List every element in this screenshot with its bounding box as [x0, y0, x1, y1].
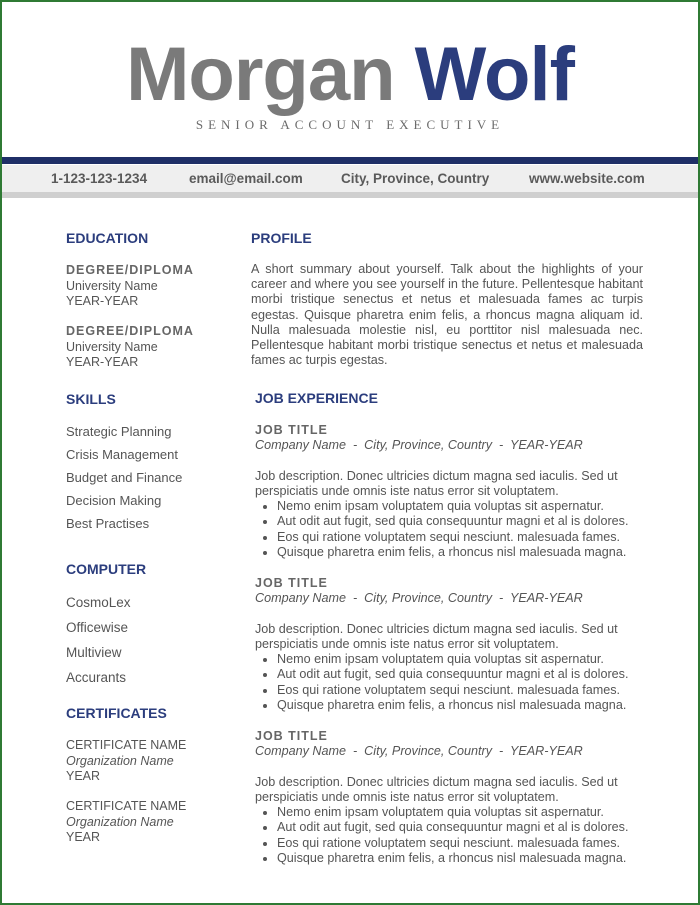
job-bullet: • Aut odit aut fugit, sed quia consequuntur magni et al is dolores.: [277, 667, 655, 682]
certificate-org: Organization Name: [66, 753, 174, 768]
certificate-year: YEAR: [66, 830, 101, 844]
job-entry: [255, 576, 655, 713]
school: University Name: [66, 339, 158, 354]
certificate-entry: [66, 799, 186, 846]
job-bullet: • Nemo enim ipsam voluptatem quia voluptas sit aspernatur.: [277, 805, 655, 820]
profile-heading: PROFILE: [251, 230, 312, 246]
candidate-name: [2, 30, 698, 120]
skill-item: Crisis Management: [66, 447, 178, 462]
resume-page: [2, 2, 698, 903]
header-divider-grey: [2, 192, 698, 198]
education-heading: EDUCATION: [66, 230, 149, 246]
degree: DEGREE/DIPLOMA: [66, 324, 194, 338]
education-entry: [66, 324, 194, 371]
computer-heading: COMPUTER: [66, 561, 147, 577]
skill-item: Best Practises: [66, 516, 150, 531]
job-bullet: • Aut odit aut fugit, sed quia consequuntur magni et al is dolores.: [277, 820, 655, 835]
job-bullet: • Aut odit aut fugit, sed quia consequuntur magni et al is dolores.: [277, 514, 655, 529]
job-description: Job description. Donec ultricies dictum magna sed iaculis. Sed ut perspiciatis unde omnis iste natus error sit voluptatem.: [255, 621, 618, 651]
experience-heading: JOB EXPERIENCE: [255, 390, 378, 406]
computer-item: CosmoLex: [66, 595, 131, 610]
certificate-entry: [66, 738, 186, 785]
school: University Name: [66, 278, 158, 293]
skill-item: Decision Making: [66, 493, 162, 508]
skill-item: Strategic Planning: [66, 424, 172, 439]
contact-phone: 1-123-123-1234: [51, 171, 148, 186]
certificate-name: CERTIFICATE NAME: [66, 799, 187, 813]
years: YEAR-YEAR: [66, 294, 139, 308]
job-bullet: • Nemo enim ipsam voluptatem quia voluptas sit aspernatur.: [277, 499, 655, 514]
job-bullets: [255, 499, 655, 560]
contact-bar: [2, 165, 698, 192]
certificate-org: Organization Name: [66, 814, 174, 829]
job-bullet: • Eos qui ratione voluptatem sequi nesciunt. malesuada fames.: [277, 530, 655, 545]
certificate-year: YEAR: [66, 769, 101, 783]
job-bullet: • Nemo enim ipsam voluptatem quia voluptas sit aspernatur.: [277, 652, 655, 667]
job-bullet: • Quisque pharetra enim felis, a rhoncus nisl malesuada magna.: [277, 545, 655, 560]
job-title: JOB TITLE: [255, 729, 328, 743]
job-bullets: [255, 805, 655, 866]
certificate-name: CERTIFICATE NAME: [66, 738, 187, 752]
job-bullet: • Eos qui ratione voluptatem sequi nesciunt. malesuada fames.: [277, 683, 655, 698]
job-bullets: [255, 652, 655, 713]
years: YEAR-YEAR: [66, 355, 139, 369]
education-entry: [66, 263, 194, 310]
computer-item: Accurants: [66, 670, 127, 685]
job-description: Job description. Donec ultricies dictum magna sed iaculis. Sed ut perspiciatis unde omnis iste natus error sit voluptatem.: [255, 774, 618, 804]
job-bullet: • Eos qui ratione voluptatem sequi nesciunt. malesuada fames.: [277, 836, 655, 851]
first-name: Morgan: [126, 32, 395, 117]
profile-summary: A short summary about yourself. Talk about the highlights of your career and where you see yourself in the future. Pellentesque habitant morbi tristique senectus et netus et malesuada fames ac turpis egestas. Quisque pharetra enim felis, a rhoncus magna aliquam id. Nulla malesuada molestie nisl, eu porttitor nisl malesuada nec. Pellentesque habitant morbi tristique senectus et netus et malesuada fames ac turpis egestas.: [251, 262, 643, 368]
job-company: Company Name - City, Province, Country - YEAR-YEAR: [255, 438, 583, 453]
contact-website: www.website.com: [529, 171, 645, 186]
last-name: Wolf: [414, 32, 574, 117]
job-bullet: • Quisque pharetra enim felis, a rhoncus nisl malesuada magna.: [277, 851, 655, 866]
job-company: Company Name - City, Province, Country - YEAR-YEAR: [255, 744, 583, 759]
degree: DEGREE/DIPLOMA: [66, 263, 194, 277]
skills-heading: SKILLS: [66, 391, 116, 407]
certificates-heading: CERTIFICATES: [66, 705, 167, 721]
computer-item: Multiview: [66, 645, 122, 660]
header-divider-blue: [2, 157, 698, 164]
computer-item: Officewise: [66, 620, 129, 635]
job-title-subtitle: SENIOR ACCOUNT EXECUTIVE: [195, 117, 505, 132]
contact-email: email@email.com: [189, 171, 303, 186]
job-title: JOB TITLE: [255, 576, 328, 590]
job-bullet: • Quisque pharetra enim felis, a rhoncus nisl malesuada magna.: [277, 698, 655, 713]
job-title: JOB TITLE: [255, 423, 328, 437]
contact-location: City, Province, Country: [341, 171, 490, 186]
job-entry: [255, 729, 655, 866]
job-entry: [255, 423, 655, 560]
skill-item: Budget and Finance: [66, 470, 183, 485]
job-company: Company Name - City, Province, Country - YEAR-YEAR: [255, 591, 583, 606]
job-description: Job description. Donec ultricies dictum magna sed iaculis. Sed ut perspiciatis unde omnis iste natus error sit voluptatem.: [255, 468, 618, 498]
